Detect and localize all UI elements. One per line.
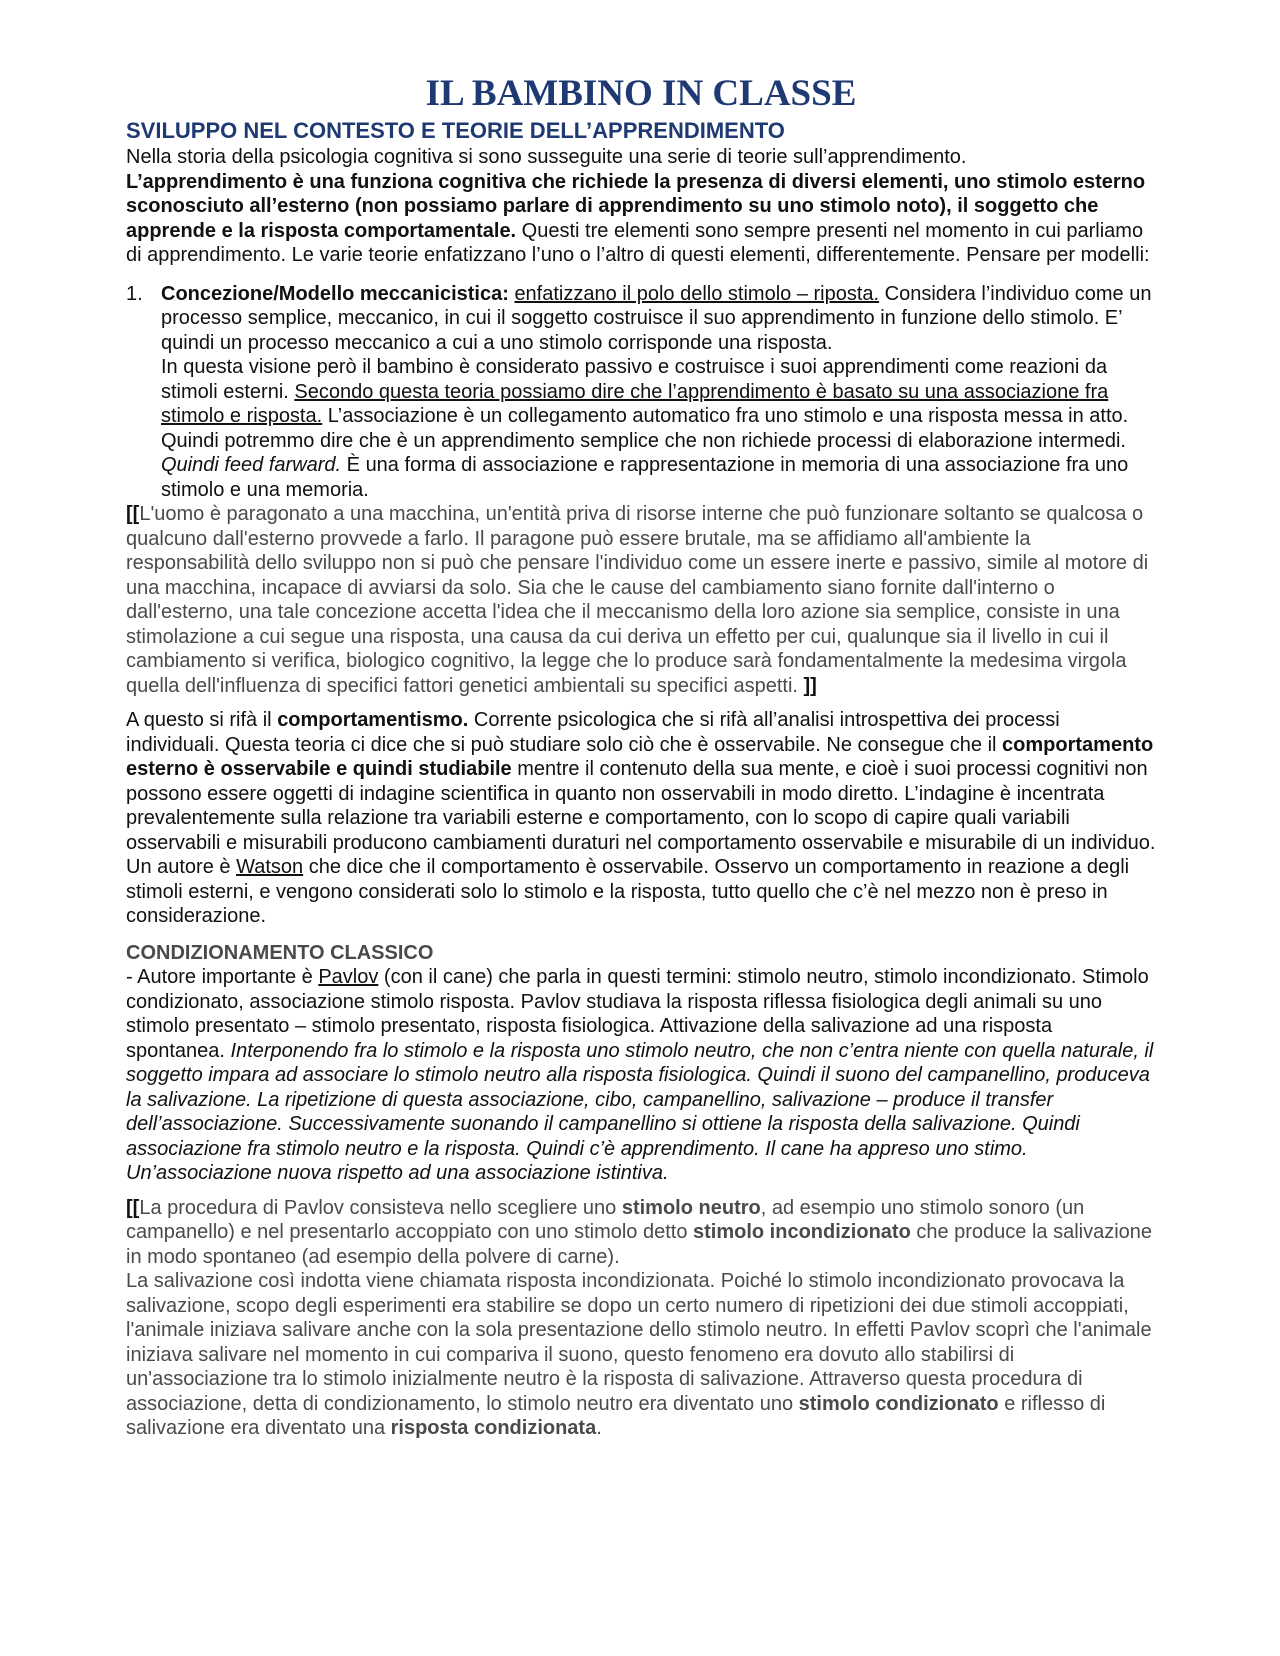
- quote-text: .: [596, 1417, 602, 1439]
- quote-block: [126, 1196, 1156, 1441]
- open-bracket: [[: [126, 1196, 140, 1219]
- intro-paragraph: [126, 145, 1156, 268]
- intro-rest: Questi tre elementi sono sempre presenti nel momento in cui parliamo di apprendimento. Le varie teorie enfatizzano l’uno o l’altro di questi elementi, differentemente. Pensare per modelli:: [126, 219, 1150, 266]
- paragraph-text: Corrente psicologica che si rifà all’analisi introspettiva dei processi individuali. Questa teoria ci dice che si può studiare solo ciò che è osservabile. Ne consegue che il: [126, 709, 1060, 756]
- open-bracket: [[: [126, 503, 140, 525]
- list-number: 1.: [126, 282, 143, 305]
- intro-definition: L’apprendimento è una funziona cognitiva che richiede la presenza di diversi elementi, uno stimolo esterno sconosciuto all’esterno (non possiamo parlare di apprendimento su uno stimolo noto), il soggetto che apprende e la risposta comportamentale.: [126, 170, 1146, 242]
- list-text: È una forma di associazione e rappresentazione in memoria di una associazione fra uno stimolo e una memoria.: [161, 454, 1129, 501]
- paragraph-text: mentre il contenuto della sua mente, e cioè i suoi processi cognitivi non possono essere oggetti di indagine scientifica in quanto non osservabili in modo diretto. L’indagine è incentrata prevalentemente sulla relazione tra variabili esterne e comportamento, con lo scopo di capire quali variabili osservabili e misurabili producono cambiamenti duraturi nel comportamento osservabile e misurabile di un individuo. Un autore è: [126, 758, 1156, 878]
- paragraph-text: - Autore importante è: [126, 966, 319, 988]
- paragraph-text: (con il cane) che parla in questi termini: stimolo neutro, stimolo incondizionato. Stimolo condizionato, associazione stimolo risposta. Pavlov studiava la risposta riflessa fisiologica degli animali su uno stimolo presentato – stimolo presentato, risposta fisiologica. Attivazione della salivazione ad una risposta spontanea.: [126, 966, 1149, 1062]
- paragraph-text: che dice che il comportamento è osservabile. Osservo un comportamento in reazione a degli stimoli esterni, e vengono considerati solo lo stimolo e la risposta, tutto quello che c’è nel mezzo non è preso in considerazione.: [126, 856, 1130, 927]
- italic-phrase: Quindi feed farward.: [161, 454, 342, 476]
- page-title: IL BAMBINO IN CLASSE: [425, 73, 857, 114]
- classical-paragraph: [126, 965, 1156, 1186]
- list-text: Considera l’individuo come un processo semplice, meccanico, in cui il soggetto costruisce il suo apprendimento in funzione dello stimolo. E’ quindi un processo meccanico a cui a uno stimolo corrisponde una risposta.: [161, 282, 1152, 354]
- section-heading: CONDIZIONAMENTO CLASSICO: [126, 941, 434, 964]
- bold-term: risposta condizionata: [390, 1417, 597, 1439]
- quote-text: e riflesso di salivazione era diventato una: [126, 1392, 1106, 1439]
- section-subtitle: SVILUPPO NEL CONTESTO E TEORIE DELL’APPRENDIMENTO: [126, 118, 785, 143]
- underlined-phrase: enfatizzano il polo dello stimolo – riposta.: [514, 282, 880, 305]
- quote-text: L'uomo è paragonato a una macchina, un'entità priva di risorse interne che può funzionare soltanto se qualcosa o qualcuno dall'esterno provvede a farlo. Il paragone può essere brutale, ma se affidiamo all'ambiente la responsabilità dello sviluppo non si può che pensare l'individuo come un essere inerte e passivo, simile al motore di una macchina, incapace di avviarsi da solo. Sia che le cause del cambiamento siano fornite dall'interno o dall'esterno, una tale concezione accetta l'idea che il meccanismo della loro azione sia semplice, consiste in una stimolazione a cui segue una risposta, una causa da cui deriva un effetto per cui, qualunque sia il livello in cui il cambiamento si verifica, biologico cognitivo, la legge che lo produce sarà fondamentalmente la medesima virgola quella dell'influenza di specifici fattori genetici ambientali su specifici aspetti.: [126, 503, 1149, 697]
- bold-term: comportamentismo.: [277, 709, 469, 731]
- quote-block: [126, 502, 1156, 698]
- author-name: Pavlov: [318, 966, 379, 988]
- list-item: [126, 282, 1156, 503]
- quote-text: che produce la salivazione in modo spontaneo (ad esempio della polvere di carne).: [126, 1221, 1153, 1268]
- bold-term: comportamento esterno è osservabile e quindi studiabile: [126, 733, 1154, 780]
- paragraph-text: A questo si rifà il: [126, 709, 278, 731]
- document-page: [126, 72, 1156, 1441]
- list-text: L’associazione è un collegamento automatico fra uno stimolo e una risposta messa in atto. Quindi potremmo dire che è un apprendimento semplice che non richiede processi di elaborazione intermedi.: [161, 405, 1129, 452]
- bold-term: stimolo condizionato: [798, 1392, 999, 1415]
- author-name: Watson: [236, 856, 304, 878]
- italic-passage: Interponendo fra lo stimolo e la risposta uno stimolo neutro, che non c’entra niente con quella naturale, il soggetto impara ad associare lo stimolo neutro alla risposta fisiologica. Quindi il suono del campanellino, produceva la salivazione. La ripetizione di questa associazione, cibo, campanellino, salivazione – produce il transfer dell’associazione. Successivamente suonando il campanellino si ottiene la risposta della salivazione. Quindi associazione fra stimolo neutro e la risposta. Quindi c’è apprendimento. Il cane ha appreso uno stimo. Un’associazione nuova rispetto ad una associazione istintiva.: [126, 1039, 1154, 1184]
- underlined-phrase: Secondo questa teoria possiamo dire che l’apprendimento è basato su una associazione fra stimolo e risposta.: [161, 380, 1109, 427]
- close-bracket: ]]: [803, 674, 817, 697]
- behaviorism-paragraph: [126, 708, 1156, 929]
- quote-text: , ad esempio uno stimolo sonoro (un campanello) e nel presentarlo accoppiato con uno stimolo detto: [126, 1196, 1085, 1243]
- bold-term: stimolo incondizionato: [693, 1221, 911, 1243]
- intro-sentence: Nella storia della psicologia cognitiva si sono susseguite una serie di teorie sull’apprendimento.: [126, 146, 967, 168]
- list-term: Concezione/Modello meccanicistica:: [161, 282, 509, 305]
- list-text: In questa visione però il bambino è considerato passivo e costruisce i suoi apprendimenti come reazioni da stimoli esterni.: [161, 356, 1108, 403]
- bold-term: stimolo neutro: [621, 1196, 761, 1219]
- quote-text: La procedura di Pavlov consisteva nello scegliere uno: [139, 1196, 622, 1219]
- models-list: [126, 282, 1156, 503]
- quote-text: La salivazione così indotta viene chiamata risposta incondizionata. Poiché lo stimolo incondizionato provocava la salivazione, scopo degli esperimenti era stabilire se dopo un certo numero di ripetizioni dei due stimoli accoppiati, l'animale iniziava salivare anche con la sola presentazione dello stimolo neutro. In effetti Pavlov scoprì che l'animale iniziava salivare nel momento in cui compariva il suono, questo fenomeno era dovuto allo stabilirsi di un'associazione tra lo stimolo inizialmente neutro è la risposta di salivazione. Attraverso questa procedura di associazione, detta di condizionamento, lo stimolo neutro era diventato uno: [126, 1270, 1152, 1415]
